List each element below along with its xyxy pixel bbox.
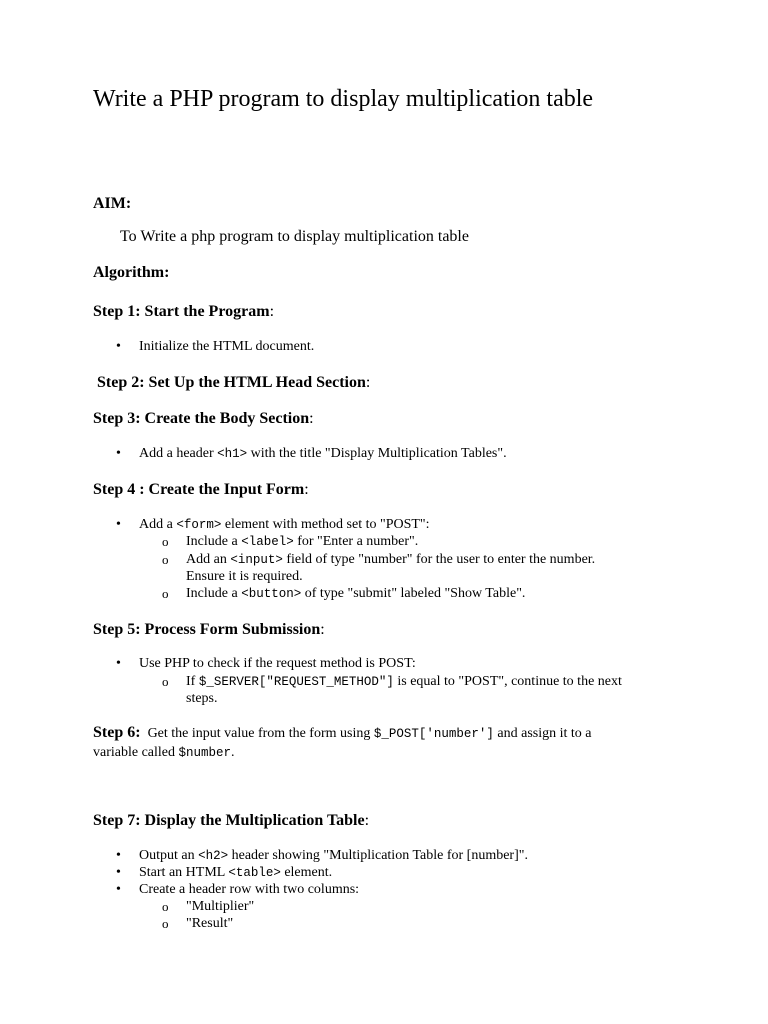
step3-colon: : [309, 410, 314, 427]
bullet-marker: • [116, 446, 121, 461]
step3-heading-text: Step 3: Create the Body Section [93, 410, 310, 427]
text: for "Enter a number". [293, 534, 419, 549]
step7-heading-text: Step 7: Display the Multiplication Table [93, 812, 365, 829]
text: . [231, 745, 235, 760]
step2-heading [97, 374, 370, 392]
step4-item [139, 517, 430, 533]
step4-sub1 [186, 534, 418, 550]
text: is equal to "POST", continue to the next [393, 674, 622, 689]
code-inline: <table> [228, 866, 281, 880]
code-inline: <button> [241, 587, 302, 601]
text: Add an [186, 552, 231, 567]
step7-sub2: "Result" [186, 916, 234, 931]
step4-heading [93, 481, 309, 499]
step7-sub1: "Multiplier" [186, 899, 255, 914]
text: element. [280, 865, 333, 880]
code-inline: <input> [230, 553, 283, 567]
text: with the title "Display Multiplication Tables". [247, 446, 507, 461]
aim-heading: AIM: [93, 195, 132, 212]
code-inline: <form> [176, 518, 222, 532]
step7-item1 [139, 848, 528, 864]
aim-text: To Write a php program to display multiplication table [120, 228, 469, 245]
text: field of type "number" for the user to enter the number. [282, 552, 596, 567]
code-inline: <h2> [198, 849, 229, 863]
step5-heading-text: Step 5: Process Form Submission [93, 621, 321, 638]
text: header showing "Multiplication Table for [number]". [228, 848, 528, 863]
step4-heading-text: Step 4 : Create the Input Form [93, 481, 305, 498]
step3-heading [93, 410, 314, 428]
text: Start an HTML [139, 865, 229, 880]
bullet-marker: • [116, 848, 121, 863]
step5-item: Use PHP to check if the request method is POST: [139, 656, 416, 671]
sub-bullet-marker: o [162, 899, 169, 914]
text: Include a [186, 586, 242, 601]
step2-colon: : [365, 374, 371, 391]
step1-item: Initialize the HTML document. [139, 339, 315, 354]
text: Add a header [139, 446, 218, 461]
step1-heading [93, 303, 274, 321]
step2-heading-text: Step 2: Set Up the HTML Head Section [97, 374, 366, 391]
page-title: Write a PHP program to display multiplication table [93, 86, 594, 112]
sub-bullet-marker: o [162, 586, 169, 601]
code-inline: $_POST['number'] [373, 727, 494, 741]
algorithm-heading: Algorithm: [93, 264, 170, 281]
step4-sub2-line2: Ensure it is required. [186, 569, 303, 584]
bullet-marker: • [116, 339, 121, 354]
step4-sub2 [186, 552, 595, 568]
step5-colon: : [320, 621, 325, 638]
step6-line1 [93, 724, 592, 742]
text: Add a [139, 517, 177, 532]
text: element with method set to "POST": [221, 517, 430, 532]
bullet-marker: • [116, 656, 121, 671]
text: variable called [93, 745, 179, 760]
bullet-marker: • [116, 517, 121, 532]
step5-sub-line2: steps. [186, 691, 218, 706]
step6-line2 [93, 745, 235, 761]
bullet-marker: • [116, 865, 121, 880]
step6-lead: Step 6: [93, 724, 141, 741]
step3-item [139, 446, 507, 462]
code-inline: $_SERVER["REQUEST_METHOD"] [198, 675, 394, 689]
step7-item2 [139, 865, 332, 881]
code-inline: <label> [241, 535, 294, 549]
code-inline: $number [178, 746, 232, 760]
code-inline: <h1> [217, 447, 248, 461]
step1-heading-text: Step 1: Start the Program [93, 303, 270, 320]
text: Get the input value from the form using [140, 726, 374, 741]
step1-colon: : [269, 303, 275, 320]
text: of type "submit" labeled "Show Table". [301, 586, 526, 601]
step7-heading [93, 812, 369, 830]
step4-colon: : [304, 481, 309, 498]
sub-bullet-marker: o [162, 534, 169, 549]
sub-bullet-marker: o [162, 916, 169, 931]
text: If [186, 674, 199, 689]
step5-heading [93, 621, 325, 639]
step4-sub3 [186, 586, 525, 602]
step7-item3: Create a header row with two columns: [139, 882, 360, 897]
bullet-marker: • [116, 882, 121, 897]
sub-bullet-marker: o [162, 552, 169, 567]
step7-colon: : [364, 812, 370, 829]
sub-bullet-marker: o [162, 674, 169, 689]
text: and assign it to a [493, 726, 592, 741]
step5-sub [186, 674, 622, 690]
text: Output an [139, 848, 199, 863]
text: Include a [186, 534, 242, 549]
